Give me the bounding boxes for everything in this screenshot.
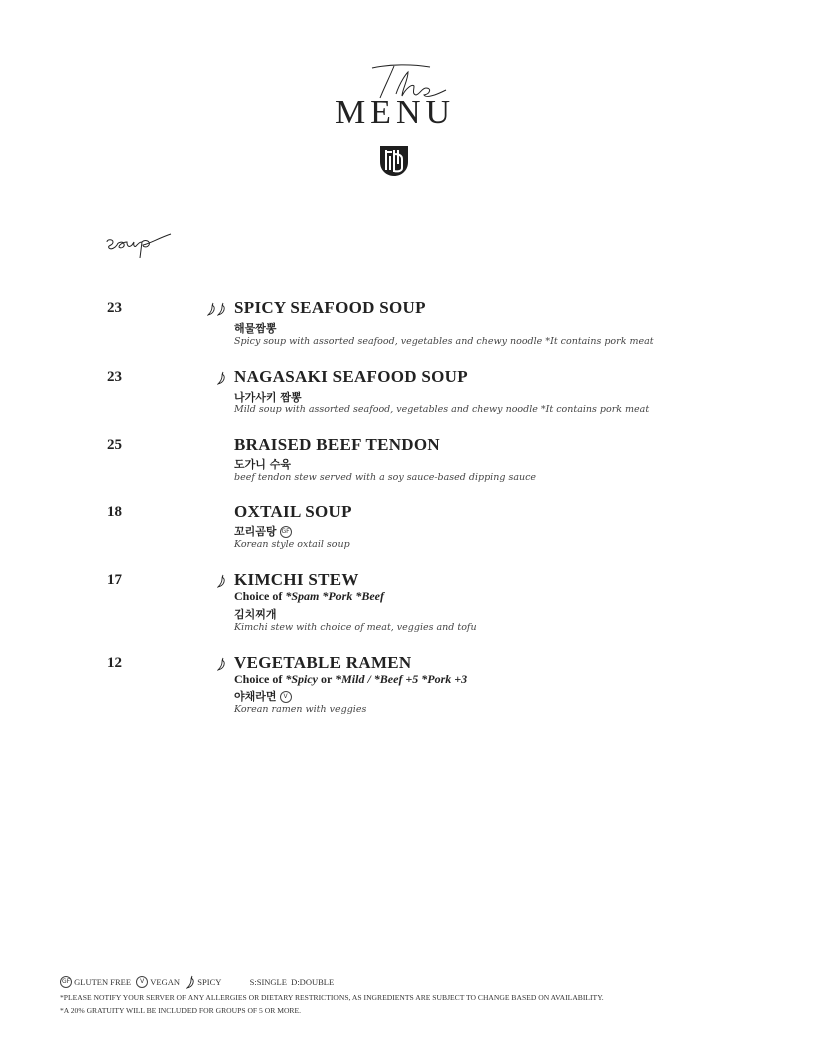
restaurant-logo-icon (376, 142, 412, 178)
choice-prefix: Choice of (234, 672, 286, 686)
legend-sizes: S:SINGLE D:DOUBLE (249, 977, 335, 987)
item-korean-name: 해물짬뽕 (234, 322, 277, 335)
item-price: 12 (107, 655, 122, 671)
spice-level (217, 657, 226, 671)
spice-level (217, 371, 226, 385)
item-description: Mild soup with assorted seafood, vegetables and chewy noodle *It contains pork meat (234, 404, 650, 415)
item-korean-line (234, 523, 292, 539)
item-korean-name: 김치찌개 (234, 608, 277, 621)
item-description: Korean style oxtail soup (234, 539, 350, 550)
item-name: BRAISED BEEF TENDON (234, 435, 440, 454)
dietary-legend (60, 975, 334, 989)
allergy-notice: *PLEASE NOTIFY YOUR SERVER OF ANY ALLERGIES OR DIETARY RESTRICTIONS, AS INGREDIENTS ARE SUBJECT TO CHANGE BASED ON AVAILABILITY. (60, 993, 604, 1002)
chili-pepper-icon (217, 302, 226, 316)
item-choice (234, 672, 467, 687)
menu-title: MENU (334, 94, 456, 131)
choice-separator: or (318, 672, 336, 686)
choice-prefix: Choice of (234, 589, 286, 603)
chili-pepper-icon (186, 975, 195, 989)
vegan-badge-icon: V (136, 976, 148, 988)
item-description: Kimchi stew with choice of meat, veggies and tofu (234, 622, 477, 633)
item-price: 18 (107, 504, 122, 520)
choice-options: *Spam *Pork *Beef (285, 589, 384, 603)
gluten-free-badge-icon: GF (60, 976, 72, 988)
item-name: VEGETABLE RAMEN (234, 653, 412, 672)
chili-pepper-icon (217, 657, 226, 671)
item-name: NAGASAKI SEAFOOD SOUP (234, 367, 468, 386)
spice-level (217, 574, 226, 588)
item-name: OXTAIL SOUP (234, 502, 352, 521)
item-korean-name: 도가니 수육 (234, 458, 291, 471)
legend-spicy: SPICY (197, 977, 222, 987)
spice-level (207, 302, 226, 316)
choice-option-spicy: *Spicy (285, 672, 318, 686)
item-price: 23 (107, 300, 122, 316)
gluten-free-badge-icon: GF (280, 526, 292, 538)
item-price: 25 (107, 437, 122, 453)
vegan-badge-icon: V (280, 691, 292, 703)
item-description: Spicy soup with assorted seafood, vegetables and chewy noodle *It contains pork meat (234, 336, 654, 347)
legend-gluten-free: GLUTEN FREE (74, 977, 132, 987)
item-korean-line (234, 688, 292, 704)
item-name: SPICY SEAFOOD SOUP (234, 298, 426, 317)
legend-vegan: VEGAN (150, 977, 181, 987)
item-description: Korean ramen with veggies (234, 704, 367, 715)
section-title-soup (105, 228, 173, 260)
gratuity-notice: *A 20% GRATUITY WILL BE INCLUDED FOR GROUPS OF 5 OR MORE. (60, 1006, 302, 1015)
item-price: 23 (107, 369, 122, 385)
chili-pepper-icon (217, 574, 226, 588)
item-choice (234, 589, 384, 604)
item-description: beef tendon stew served with a soy sauce-based dipping sauce (234, 472, 537, 483)
choice-option-rest: *Mild / *Beef +5 *Pork +3 (335, 672, 468, 686)
chili-pepper-icon (217, 371, 226, 385)
item-name: KIMCHI STEW (234, 570, 359, 589)
item-price: 17 (107, 572, 122, 588)
item-korean-name: 나가사키 짬뽕 (234, 391, 302, 404)
item-korean-name: 야채라면 (234, 690, 277, 703)
chili-pepper-icon (207, 302, 216, 316)
item-korean-name: 꼬리곰탕 (234, 525, 277, 538)
